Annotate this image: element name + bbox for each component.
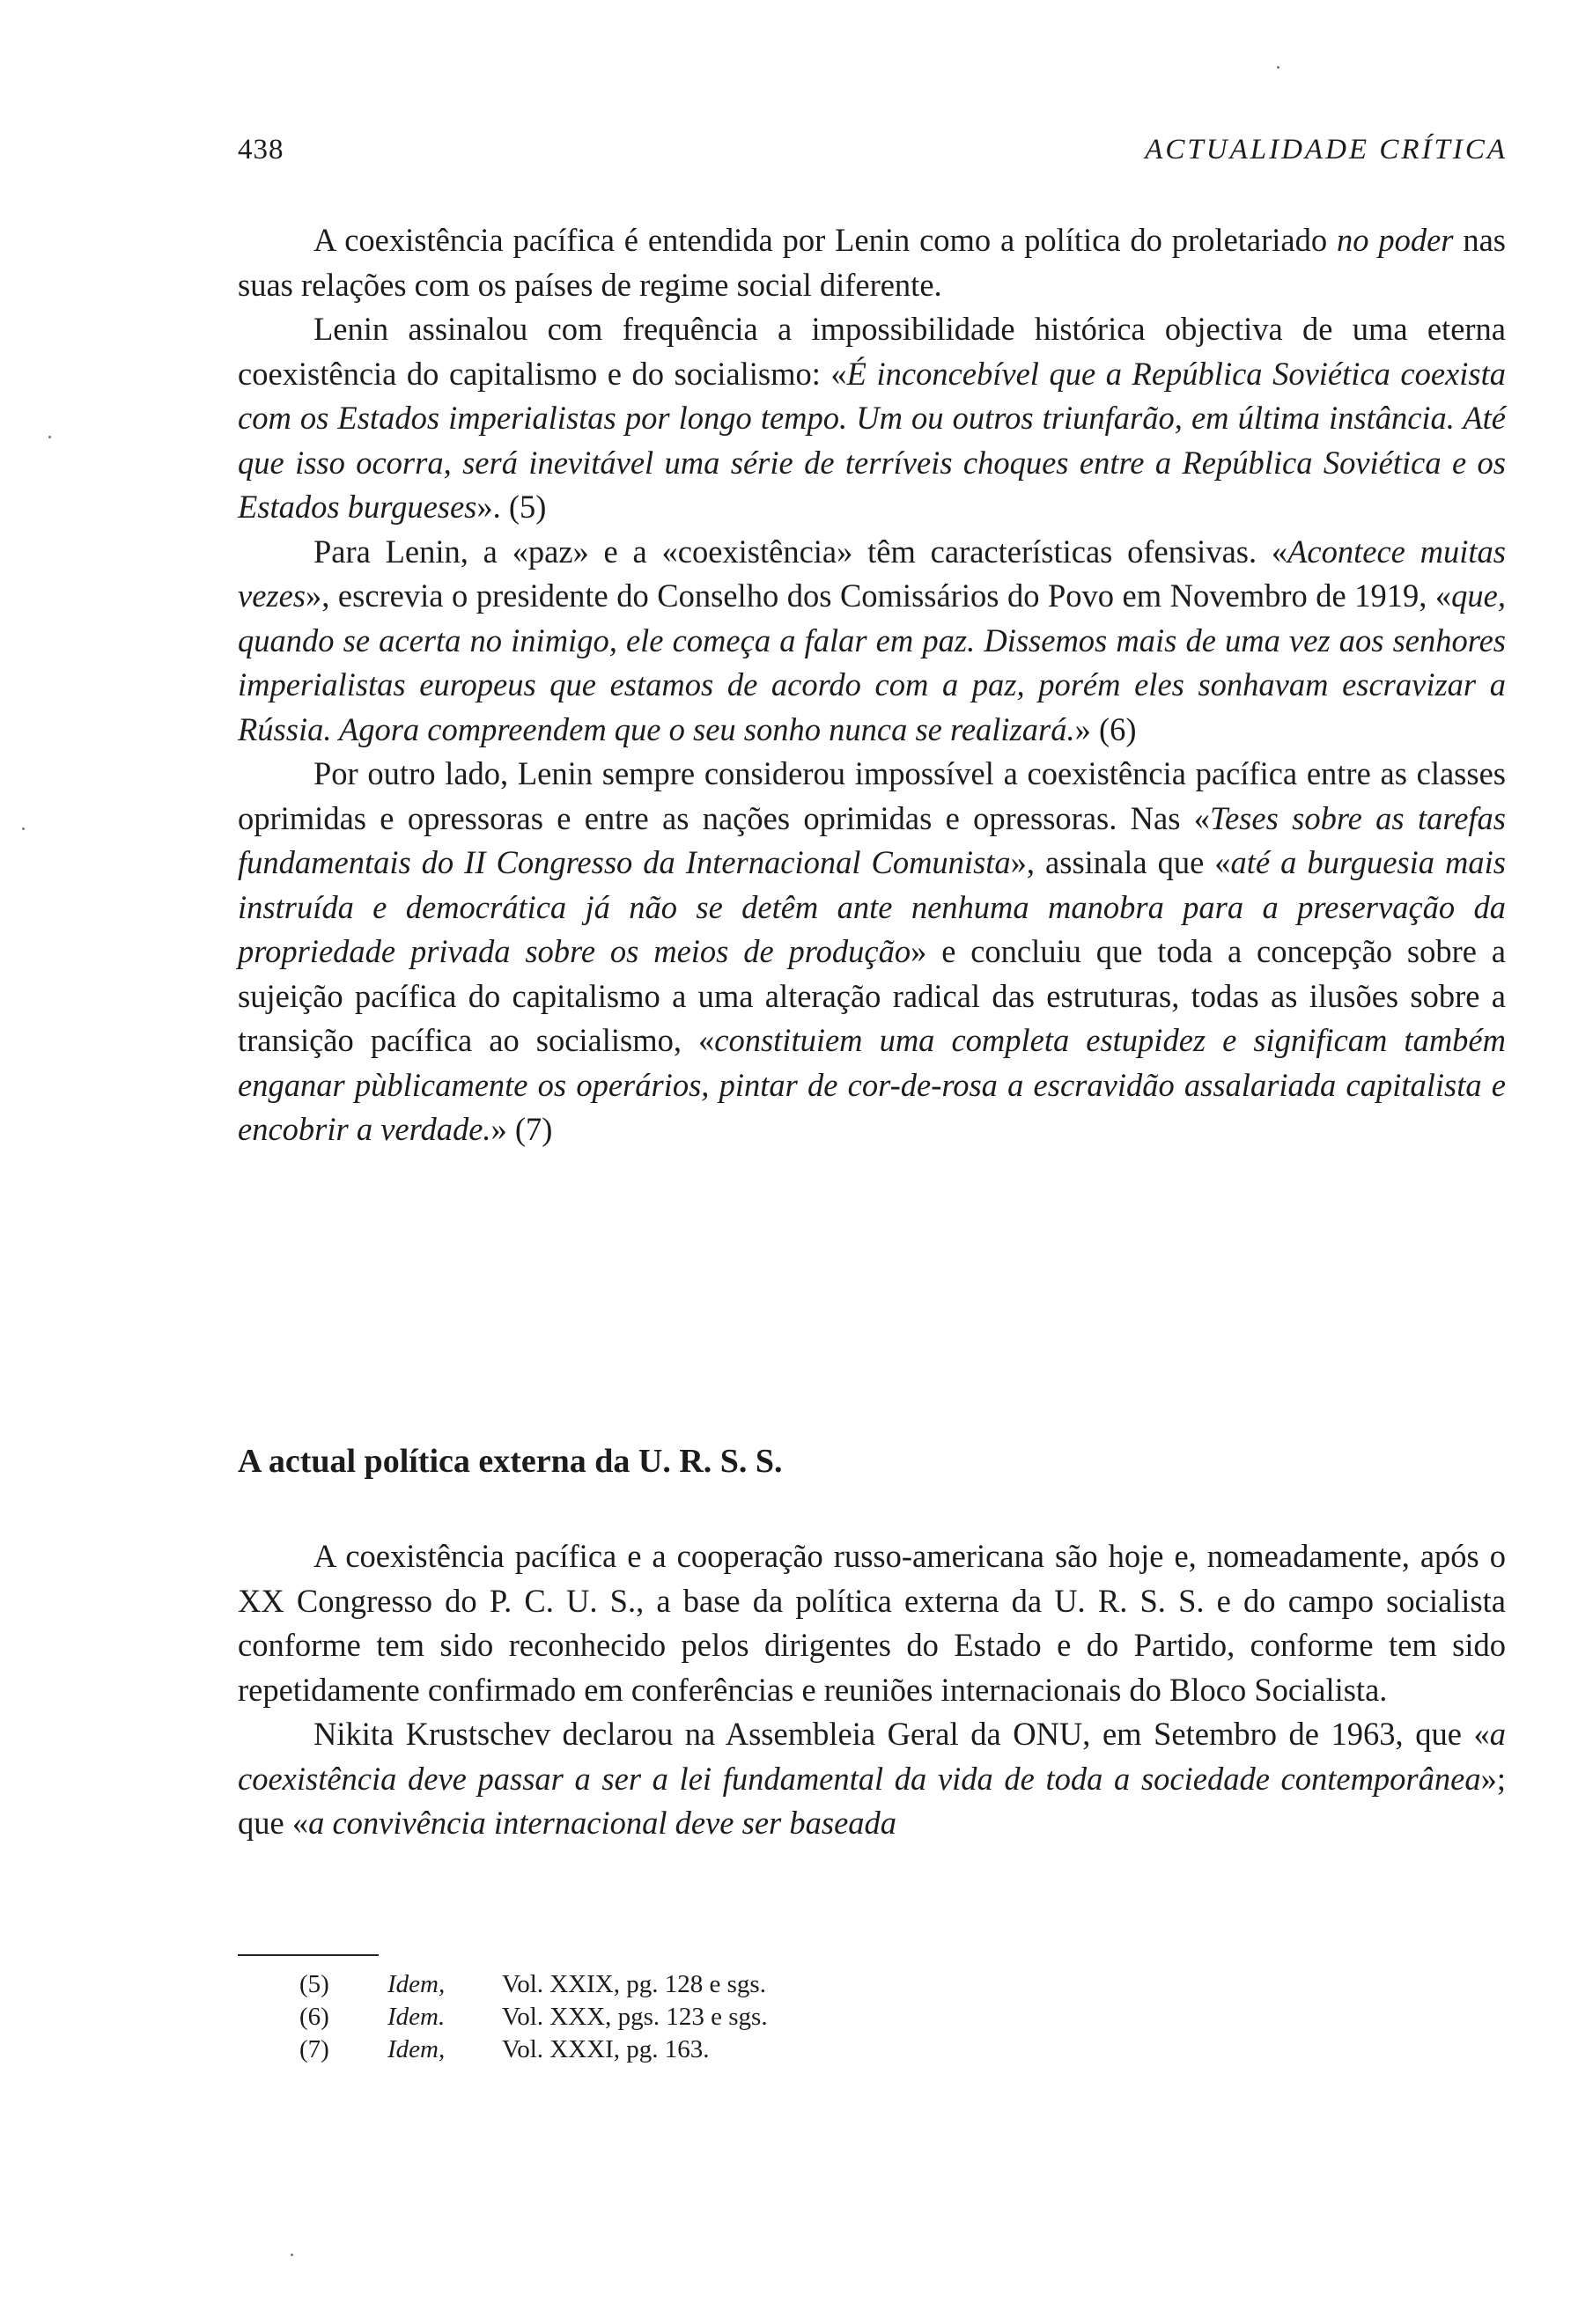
footnotes <box>299 1968 768 2066</box>
footnote-ref: Idem, <box>387 1970 446 1998</box>
italic-text: Teses sobre as tarefas fundamentais do II Congresso da Internacional Comunista <box>238 799 1506 880</box>
footnote-text: Vol. XXIX, pg. 128 e sgs. <box>502 1970 766 1998</box>
italic-text: É inconcebível que a República Soviética coexista com os Estados imperialistas por longo tempo. Um ou outros triunfarão, em última instância. Até que isso ocorra, será inevitável uma série de terríveis choques entre a República Soviética e os Estados burgueses <box>238 355 1506 525</box>
footnote-marker: (7) <box>299 2035 329 2063</box>
section-heading: A actual política externa da U. R. S. S. <box>238 1443 783 1480</box>
paragraph <box>238 307 1506 530</box>
text-run: Lenin assinalou com frequência a impossibilidade histórica objectiva de uma eterna coexistência do capitalismo e do socialismo: « <box>238 311 1506 392</box>
italic-text: Acontece muitas vezes <box>238 533 1506 614</box>
italic-text: no poder <box>1336 222 1454 258</box>
text-run: Para Lenin, a «paz» e a «coexistência» têm características ofensivas. « <box>313 533 1288 570</box>
text-run: A coexistência pacífica é entendida por Lenin como a política do proletariado <box>313 222 1337 258</box>
page-number: 438 <box>238 134 284 165</box>
italic-text: até a burguesia mais instruída e democrática já não se detêm ante nenhuma manobra para a preservação da propriedade privada sobre os meios de produção <box>238 844 1506 969</box>
page-header <box>238 134 1508 178</box>
scan-speck <box>48 436 51 438</box>
running-title: ACTUALIDADE CRÍTICA <box>1145 134 1508 165</box>
text-run: Nikita Krustschev declarou na Assembleia Geral da ONU, em Setembro de 1963, que « <box>313 1716 1490 1752</box>
paragraph <box>238 1534 1506 1712</box>
footnote-marker: (5) <box>299 1970 329 1998</box>
paragraph <box>238 530 1506 753</box>
scan-speck <box>22 827 25 830</box>
text-run: » e concluiu que toda a concepção sobre a sujeição pacífica do capitalismo a uma alteração radical das estruturas, todas as ilusões sobre a transição pacífica ao socialismo, « <box>238 933 1506 1058</box>
text-run: ». (5) <box>476 489 547 525</box>
text-run: », escrevia o presidente do Conselho dos Comissários do Povo em Novembro de 1919, « <box>306 577 1452 614</box>
scan-speck <box>291 2254 293 2256</box>
paragraph <box>238 218 1506 307</box>
scan-speck <box>1277 66 1279 69</box>
footnote-text: Vol. XXX, pgs. 123 e sgs. <box>502 2003 768 2031</box>
text-run: », assinala que « <box>1010 844 1231 880</box>
text-run: Por outro lado, Lenin sempre considerou impossível a coexistência pacífica entre as classes oprimidas e opressoras e entre as nações oprimidas e opressoras. Nas « <box>238 755 1506 836</box>
paragraph <box>238 1712 1506 1846</box>
italic-text: constituiem uma completa estupidez e significam também enganar pùblicamente os operários, pintar de cor-de-rosa a escravidão assalariada capitalista e encobrir a verdade. <box>238 1022 1506 1147</box>
footnote-rule <box>238 1954 379 1956</box>
footnote-text: Vol. XXXI, pg. 163. <box>502 2035 710 2063</box>
footnote-ref: Idem. <box>387 2003 446 2031</box>
italic-text: que, quando se acerta no inimigo, ele começa a falar em paz. Dissemos mais de uma vez aos senhores imperialistas europeus que estamos de acordo com a paz, porém eles sonhavam escravizar a Rússia. Agora compreendem que o seu sonho nunca se realizará. <box>238 577 1506 747</box>
main-text <box>238 218 1506 1152</box>
footnote <box>299 2034 768 2066</box>
text-run: A coexistência pacífica e a cooperação russo-americana são hoje e, nomeadamente, após o XX Congresso do P. C. U. S., a base da política externa da U. R. S. S. e do campo socialista conforme tem sido reconhecido pelos dirigentes do Estado e do Partido, conforme tem sido repetidamente confirmado em conferências e reuniões internacionais do Bloco Socialista. <box>238 1538 1506 1708</box>
italic-text: a coexistência deve passar a ser a lei fundamental da vida de toda a sociedade contemporânea <box>238 1716 1506 1797</box>
footnote-ref: Idem, <box>387 2035 446 2063</box>
text-run: »; que « <box>238 1760 1506 1841</box>
footnote-marker: (6) <box>299 2003 329 2031</box>
text-run: nas suas relações com os países de regime social diferente. <box>238 222 1506 303</box>
footnote <box>299 1968 768 2001</box>
italic-text: a convivência internacional deve ser baseada <box>308 1805 897 1841</box>
section-text <box>238 1534 1506 1846</box>
text-run: » (6) <box>1074 710 1137 747</box>
footnote <box>299 2001 768 2034</box>
text-run: » (7) <box>490 1111 553 1147</box>
paragraph <box>238 752 1506 1152</box>
